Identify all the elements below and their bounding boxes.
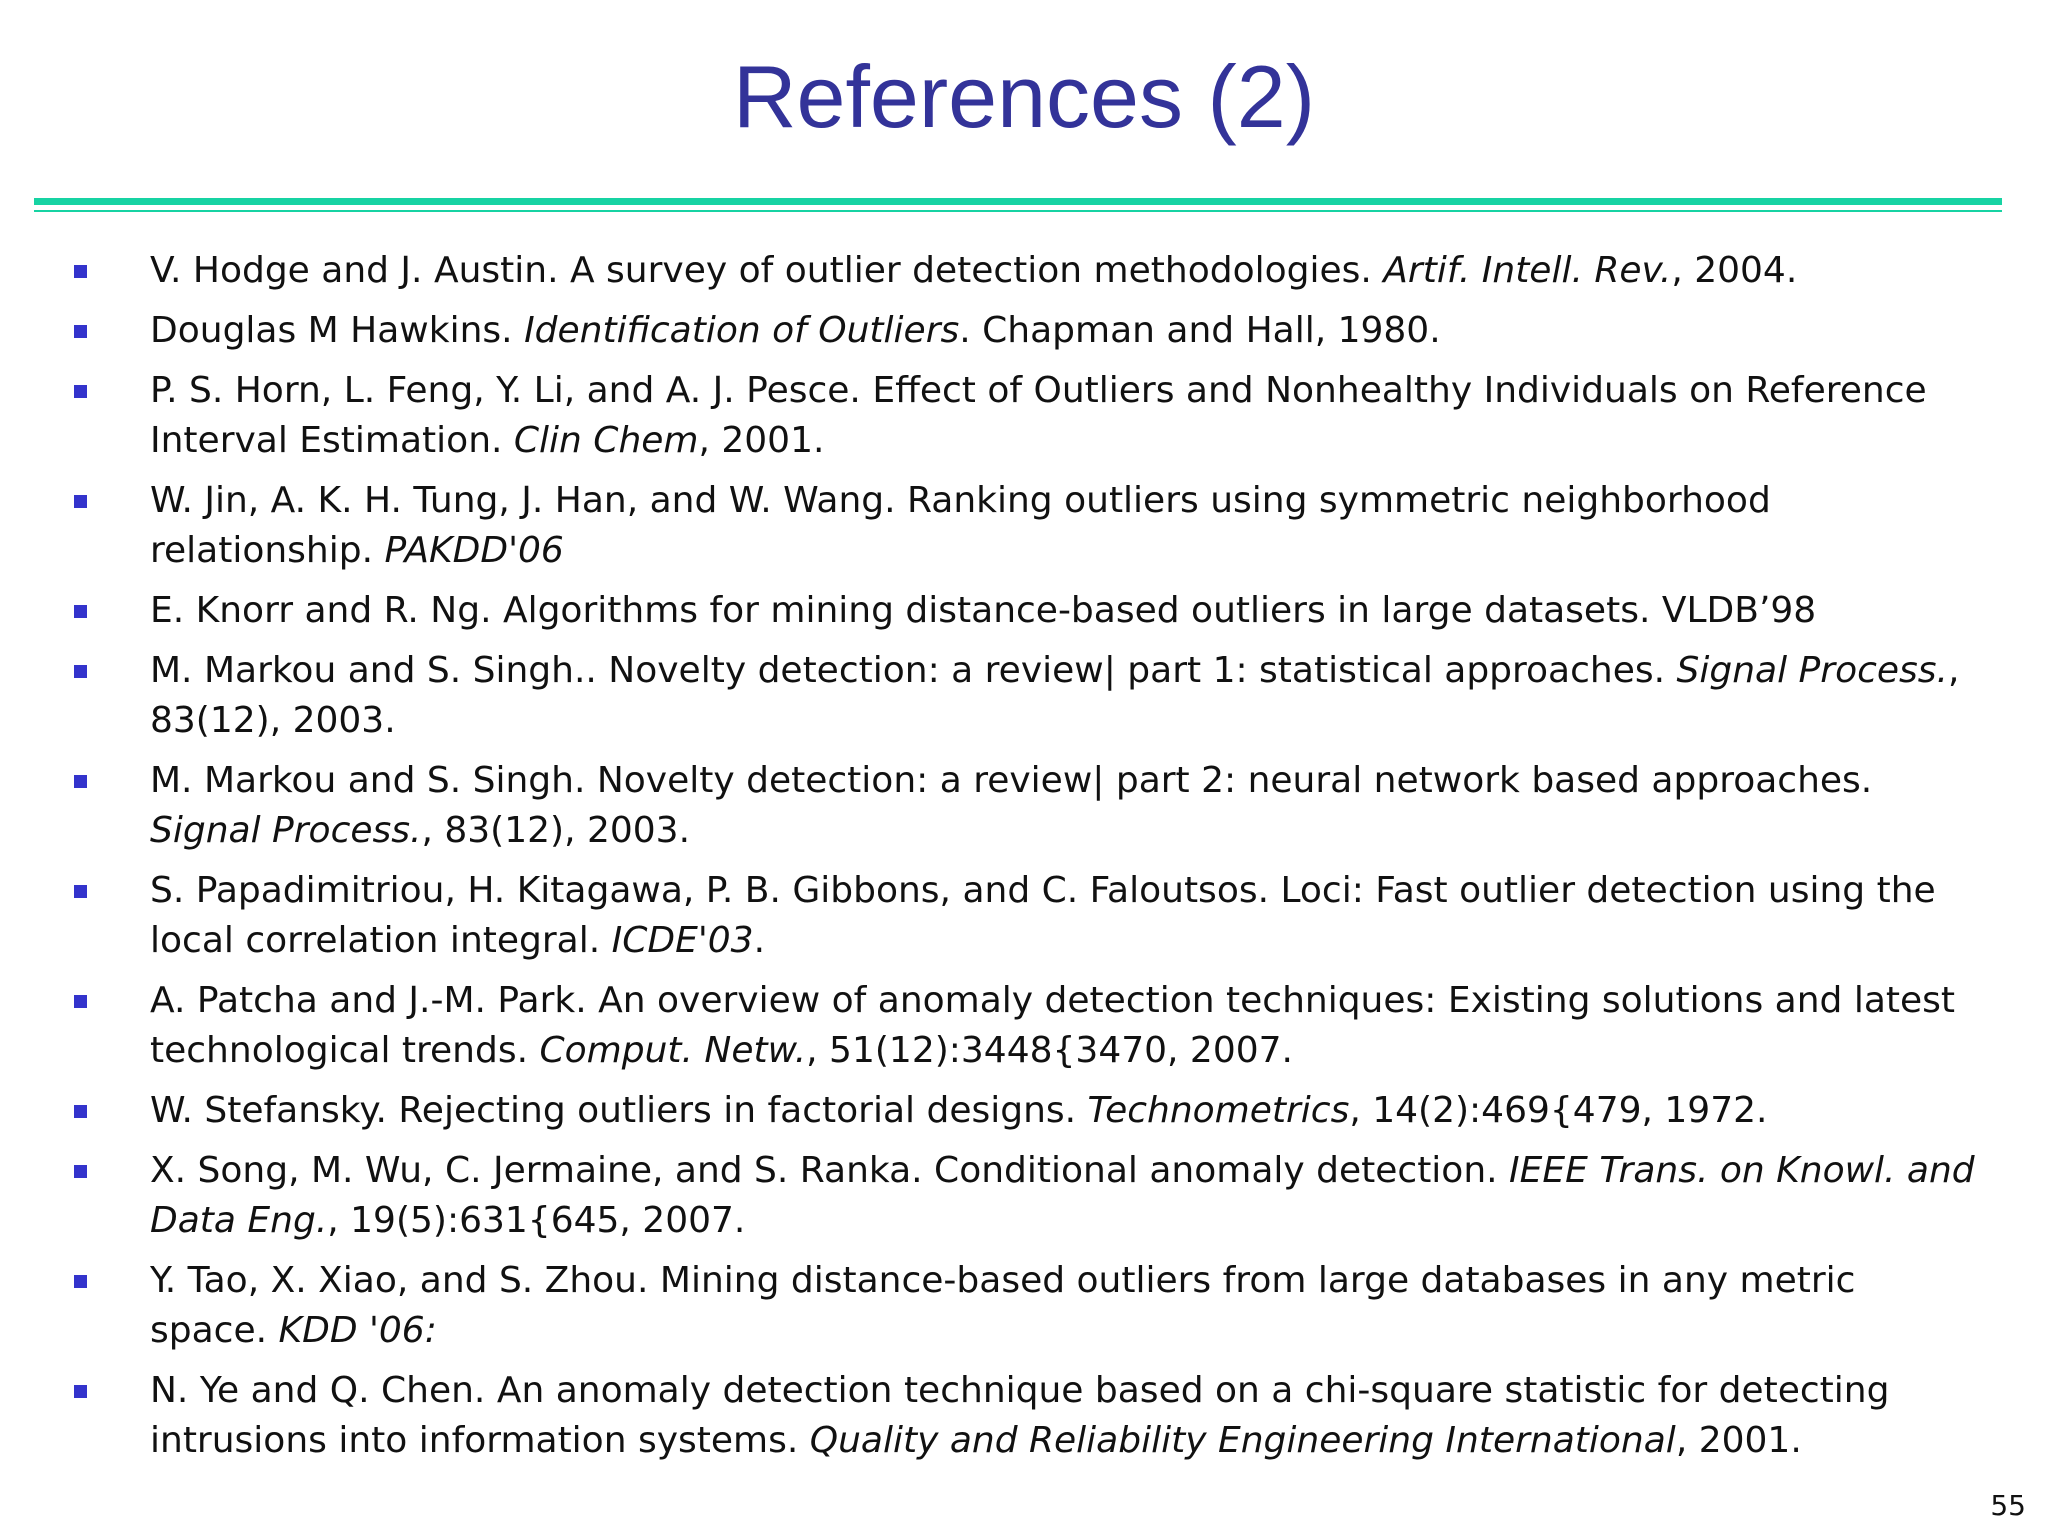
reference-item <box>0 646 2048 746</box>
reference-suffix: , 2001. <box>698 420 825 461</box>
title-divider-thick <box>34 198 2002 205</box>
square-bullet-icon <box>74 1385 87 1398</box>
square-bullet-icon <box>74 665 87 678</box>
title-divider-thin <box>34 210 2002 212</box>
reference-suffix: , 83(12), 2003. <box>150 650 1960 741</box>
reference-venue: IEEE Trans. on Knowl. and Data Eng. <box>150 1150 1975 1241</box>
reference-item <box>0 1086 2048 1136</box>
square-bullet-icon <box>74 605 87 618</box>
square-bullet-icon <box>74 265 87 278</box>
square-bullet-icon <box>74 885 87 898</box>
reference-item <box>0 1366 2048 1466</box>
reference-main-text: M. Markou and S. Singh. Novelty detection: a review| part 2: neural network based approaches. <box>150 760 1873 801</box>
reference-suffix: , 2004. <box>1671 250 1798 291</box>
reference-item <box>0 476 2048 576</box>
reference-item <box>0 1256 2048 1356</box>
reference-main-text: Y. Tao, X. Xiao, and S. Zhou. Mining distance-based outliers from large databases in any metric space. <box>150 1260 1856 1351</box>
reference-main-text: A. Patcha and J.-M. Park. An overview of anomaly detection techniques: Existing solutions and latest technological trends. <box>150 980 1956 1071</box>
reference-venue: Identification of Outliers <box>524 310 960 351</box>
reference-main-text: W. Stefansky. Rejecting outliers in factorial designs. <box>150 1090 1088 1131</box>
reference-item <box>0 306 2048 356</box>
reference-text <box>150 366 1980 466</box>
reference-venue: Artif. Intell. Rev. <box>1383 250 1672 291</box>
reference-main-text: P. S. Horn, L. Feng, Y. Li, and A. J. Pesce. Effect of Outliers and Nonhealthy Individuals on Reference Interval Estimation. <box>150 370 1927 461</box>
reference-text <box>150 246 1980 296</box>
reference-main-text: V. Hodge and J. Austin. A survey of outlier detection methodologies. <box>150 250 1384 291</box>
square-bullet-icon <box>74 1165 87 1178</box>
reference-main-text: N. Ye and Q. Chen. An anomaly detection technique based on a chi-square statistic for detecting intrusions into information systems. <box>150 1370 1890 1461</box>
reference-main-text: W. Jin, A. K. H. Tung, J. Han, and W. Wang. Ranking outliers using symmetric neighborhood relationship. <box>150 480 1771 571</box>
reference-suffix: , 83(12), 2003. <box>421 810 691 851</box>
reference-suffix: . Chapman and Hall, 1980. <box>959 310 1441 351</box>
reference-text <box>150 976 1980 1076</box>
square-bullet-icon <box>74 1105 87 1118</box>
reference-venue: ICDE'03 <box>611 920 754 961</box>
square-bullet-icon <box>74 1275 87 1288</box>
reference-text <box>150 1146 1980 1246</box>
reference-suffix: , 51(12):3448{3470, 2007. <box>806 1030 1293 1071</box>
reference-main-text: E. Knorr and R. Ng. Algorithms for mining distance-based outliers in large datasets. VLDB’98 <box>150 590 1817 631</box>
reference-text <box>150 586 1980 636</box>
reference-suffix: , 2001. <box>1675 1420 1802 1461</box>
reference-venue: PAKDD'06 <box>384 530 564 571</box>
reference-venue: Signal Process. <box>150 810 422 851</box>
reference-item <box>0 586 2048 636</box>
reference-main-text: S. Papadimitriou, H. Kitagawa, P. B. Gibbons, and C. Faloutsos. Loci: Fast outlier detection using the local correlation integral. <box>150 870 1936 961</box>
reference-venue: Signal Process. <box>1676 650 1948 691</box>
square-bullet-icon <box>74 995 87 1008</box>
reference-suffix: . <box>753 920 766 961</box>
reference-list <box>0 246 2048 1476</box>
reference-venue: Clin Chem <box>513 420 699 461</box>
slide-title: References (2) <box>732 47 1315 146</box>
reference-main-text: Douglas M Hawkins. <box>150 310 525 351</box>
reference-text <box>150 756 1980 856</box>
reference-text <box>150 306 1980 356</box>
reference-text <box>150 1256 1980 1356</box>
page-number: 55 <box>1990 1489 2026 1522</box>
reference-venue: KDD '06: <box>278 1310 437 1351</box>
reference-suffix: , 19(5):631{645, 2007. <box>327 1200 746 1241</box>
reference-item <box>0 976 2048 1076</box>
reference-text <box>150 866 1980 966</box>
reference-suffix: , 14(2):469{479, 1972. <box>1349 1090 1768 1131</box>
reference-item <box>0 866 2048 966</box>
square-bullet-icon <box>74 325 87 338</box>
square-bullet-icon <box>74 775 87 788</box>
reference-text <box>150 646 1980 746</box>
reference-text <box>150 1366 1980 1466</box>
reference-main-text: X. Song, M. Wu, C. Jermaine, and S. Ranka. Conditional anomaly detection. <box>150 1150 1510 1191</box>
square-bullet-icon <box>74 385 87 398</box>
reference-venue: Comput. Netw. <box>539 1030 807 1071</box>
reference-item <box>0 756 2048 856</box>
reference-venue: Technometrics <box>1087 1090 1350 1131</box>
reference-text <box>150 476 1980 576</box>
reference-main-text: M. Markou and S. Singh.. Novelty detection: a review| part 1: statistical approaches. <box>150 650 1677 691</box>
square-bullet-icon <box>74 495 87 508</box>
reference-item <box>0 246 2048 296</box>
reference-item <box>0 366 2048 466</box>
reference-item <box>0 1146 2048 1246</box>
reference-text <box>150 1086 1980 1136</box>
reference-venue: Quality and Reliability Engineering International <box>809 1420 1676 1461</box>
